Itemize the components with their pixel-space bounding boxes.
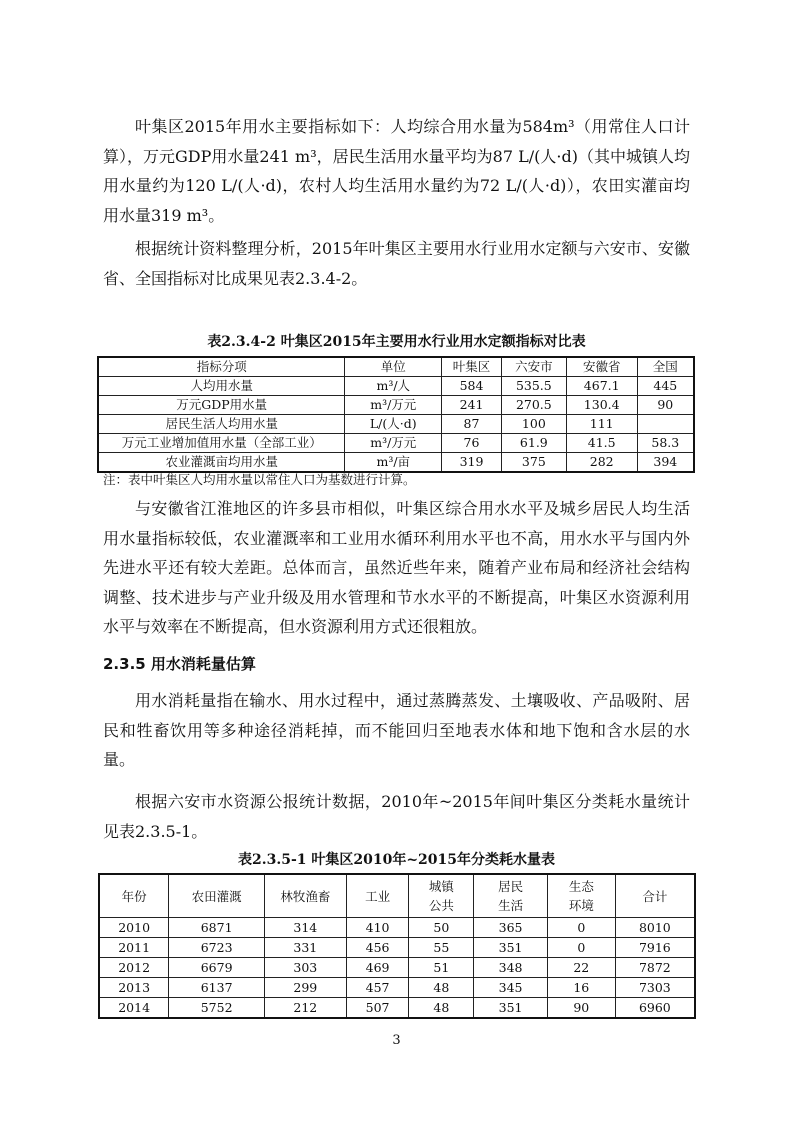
table-cell: 212 bbox=[264, 998, 346, 1019]
table-cell: m³/万元 bbox=[345, 396, 442, 415]
table-cell: 0 bbox=[547, 918, 615, 938]
paragraph-consumption-intro: 根据六安市水资源公报统计数据，2010年~2015年间叶集区分类耗水量统计见表2.3.5-1。 bbox=[103, 792, 690, 841]
table-cell: 0 bbox=[547, 938, 615, 958]
table-cell: 270.5 bbox=[501, 396, 566, 415]
table-cell: 331 bbox=[264, 938, 346, 958]
table-cell: 345 bbox=[474, 978, 548, 998]
header-cell: 全国 bbox=[637, 357, 694, 377]
table-cell: 410 bbox=[346, 918, 409, 938]
table-cell: 2011 bbox=[99, 938, 169, 958]
header-cell: 单位 bbox=[345, 357, 442, 377]
table-cell: 282 bbox=[566, 453, 637, 473]
table-header-row bbox=[98, 357, 694, 377]
table-cell: 7916 bbox=[615, 938, 695, 958]
table-cell: 61.9 bbox=[501, 434, 566, 453]
header-cell: 林牧渔畜 bbox=[264, 874, 346, 918]
table-cell: 111 bbox=[566, 415, 637, 434]
table-row bbox=[99, 958, 695, 978]
table-cell: 万元工业增加值用水量（全部工业） bbox=[98, 434, 345, 453]
header-cell: 居民 生活 bbox=[474, 874, 548, 918]
table-cell: L/(人·d) bbox=[345, 415, 442, 434]
table-cell: 90 bbox=[547, 998, 615, 1019]
table-cell: m³/人 bbox=[345, 377, 442, 396]
table-cell: 6960 bbox=[615, 998, 695, 1019]
table-cell: 2010 bbox=[99, 918, 169, 938]
table-row bbox=[99, 938, 695, 958]
table-cell: 6679 bbox=[169, 958, 265, 978]
table-cell: 319 bbox=[442, 453, 502, 473]
table-cell: 48 bbox=[409, 978, 474, 998]
header-cell: 城镇 公共 bbox=[409, 874, 474, 918]
table-cell: 87 bbox=[442, 415, 502, 434]
table-header-row bbox=[99, 874, 695, 918]
header-cell: 指标分项 bbox=[98, 357, 345, 377]
table-cell: 584 bbox=[442, 377, 502, 396]
header-cell: 生态 环境 bbox=[547, 874, 615, 918]
table-cell: m³/亩 bbox=[345, 453, 442, 473]
table-cell: 5752 bbox=[169, 998, 265, 1019]
table-cell: 7303 bbox=[615, 978, 695, 998]
water-quota-comparison-table bbox=[97, 356, 695, 473]
table-cell: 76 bbox=[442, 434, 502, 453]
table-cell: m³/万元 bbox=[345, 434, 442, 453]
table-cell: 507 bbox=[346, 998, 409, 1019]
table-cell: 365 bbox=[474, 918, 548, 938]
table-cell: 51 bbox=[409, 958, 474, 978]
table-cell bbox=[637, 415, 694, 434]
header-cell: 叶集区 bbox=[442, 357, 502, 377]
table-cell: 农业灌溉亩均用水量 bbox=[98, 453, 345, 473]
table1-note: 注：表中叶集区人均用水量以常住人口为基数进行计算。 bbox=[103, 472, 416, 487]
header-cell: 六安市 bbox=[501, 357, 566, 377]
table1-caption: 表2.3.4-2 叶集区2015年主要用水行业用水定额指标对比表 bbox=[207, 334, 586, 350]
table-cell: 55 bbox=[409, 938, 474, 958]
table-cell: 535.5 bbox=[501, 377, 566, 396]
table-row bbox=[98, 415, 694, 434]
table-cell: 41.5 bbox=[566, 434, 637, 453]
table-cell: 48 bbox=[409, 998, 474, 1019]
section-heading: 2.3.5 用水消耗量估算 bbox=[103, 655, 256, 673]
header-cell: 工业 bbox=[346, 874, 409, 918]
table-row bbox=[99, 998, 695, 1019]
table-cell: 303 bbox=[264, 958, 346, 978]
table-cell: 22 bbox=[547, 958, 615, 978]
paragraph-water-level-analysis: 与安徽省江淮地区的许多县市相似，叶集区综合用水水平及城乡居民人均生活用水量指标较低，农业灌溉率和工业用水循环利用水平也不高，用水水平与国内外先进水平还有较大差距。总体而言，虽然近些年来，随着产业布局和经济社会结构调整、技术进步与产业升级及用水管理和节水水平的不断提高，叶集区水资源利用水平与效率在不断提高，但水资源利用方式还很粗放。 bbox=[103, 499, 690, 636]
paragraph-comparison-intro: 根据统计资料整理分析，2015年叶集区主要用水行业用水定额与六安市、安徽省、全国指标对比成果见表2.3.4-2。 bbox=[103, 239, 690, 288]
header-cell: 合计 bbox=[615, 874, 695, 918]
table-cell: 457 bbox=[346, 978, 409, 998]
table-cell: 万元GDP用水量 bbox=[98, 396, 345, 415]
table-cell: 241 bbox=[442, 396, 502, 415]
table-cell: 130.4 bbox=[566, 396, 637, 415]
table-cell: 445 bbox=[637, 377, 694, 396]
table-cell: 469 bbox=[346, 958, 409, 978]
paragraph-consumption-definition: 用水消耗量指在输水、用水过程中，通过蒸腾蒸发、土壤吸收、产品吸附、居民和牲畜饮用等多种途径消耗掉，而不能回归至地表水体和地下饱和含水层的水量。 bbox=[103, 691, 690, 769]
header-cell: 农田灌溉 bbox=[169, 874, 265, 918]
table-cell: 2012 bbox=[99, 958, 169, 978]
table-cell: 2013 bbox=[99, 978, 169, 998]
table-row bbox=[98, 434, 694, 453]
table-cell: 居民生活人均用水量 bbox=[98, 415, 345, 434]
table-cell: 6723 bbox=[169, 938, 265, 958]
table-cell: 351 bbox=[474, 998, 548, 1019]
paragraph-water-indicators: 叶集区2015年用水主要指标如下：人均综合用水量为584m³（用常住人口计算），万元GDP用水量241 m³，居民生活用水量平均为87 L/(人·d)（其中城镇人均用水量约为120 L/(人·d)，农村人均生活用水量约为72 L/(人·d)），农田实灌亩均用水量319 m³。 bbox=[103, 117, 690, 225]
table-cell: 7872 bbox=[615, 958, 695, 978]
water-consumption-table bbox=[98, 873, 696, 1019]
table-cell: 8010 bbox=[615, 918, 695, 938]
table-cell: 2014 bbox=[99, 998, 169, 1019]
table-cell: 394 bbox=[637, 453, 694, 473]
table-cell: 100 bbox=[501, 415, 566, 434]
table-cell: 467.1 bbox=[566, 377, 637, 396]
table-cell: 456 bbox=[346, 938, 409, 958]
table-cell: 16 bbox=[547, 978, 615, 998]
header-cell: 年份 bbox=[99, 874, 169, 918]
header-cell: 安徽省 bbox=[566, 357, 637, 377]
table-row bbox=[98, 377, 694, 396]
table-cell: 348 bbox=[474, 958, 548, 978]
table-row bbox=[98, 396, 694, 415]
table-cell: 6137 bbox=[169, 978, 265, 998]
table-cell: 人均用水量 bbox=[98, 377, 345, 396]
table-cell: 375 bbox=[501, 453, 566, 473]
table-cell: 90 bbox=[637, 396, 694, 415]
table-cell: 58.3 bbox=[637, 434, 694, 453]
table-row bbox=[99, 918, 695, 938]
table2-caption: 表2.3.5-1 叶集区2010年~2015年分类耗水量表 bbox=[237, 852, 556, 868]
table-cell: 299 bbox=[264, 978, 346, 998]
table-cell: 6871 bbox=[169, 918, 265, 938]
page-number: 3 bbox=[392, 1033, 401, 1048]
table-row bbox=[99, 978, 695, 998]
table-cell: 314 bbox=[264, 918, 346, 938]
table-cell: 50 bbox=[409, 918, 474, 938]
table-cell: 351 bbox=[474, 938, 548, 958]
